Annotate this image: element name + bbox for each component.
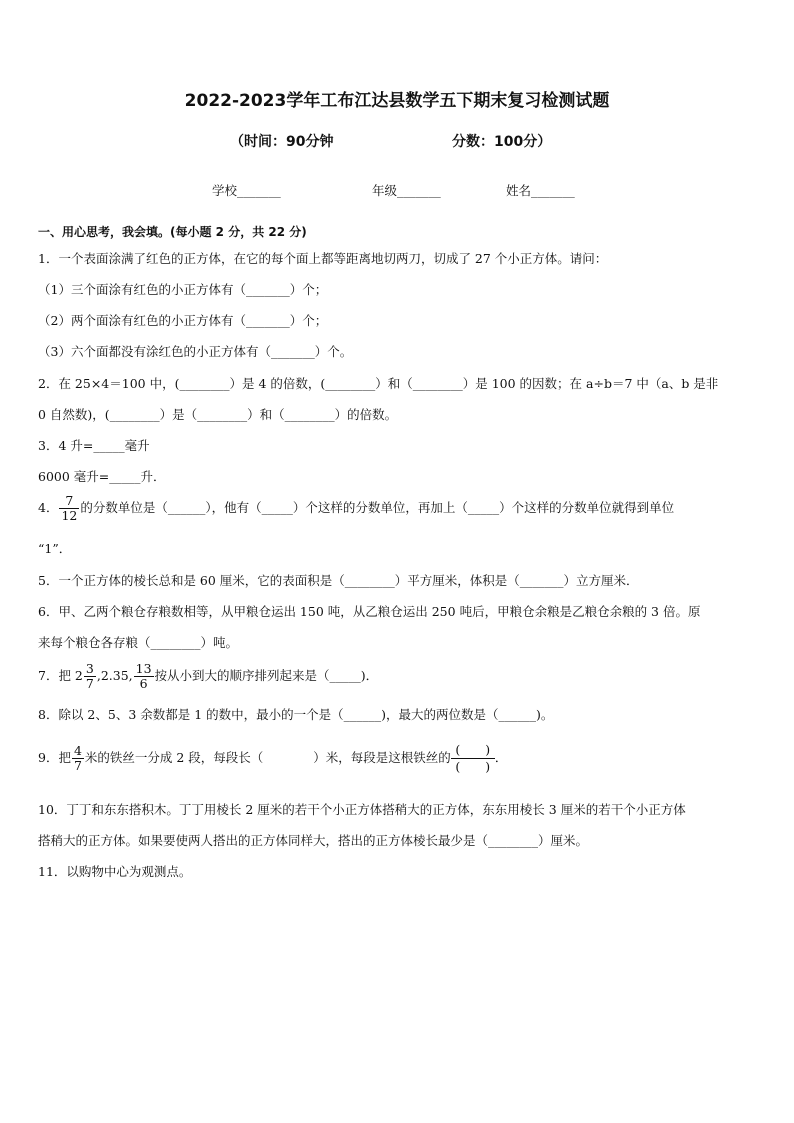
q5: 5．一个正方体的棱长总和是 60 厘米，它的表面积是（________）平方厘米，体积是（_______）立方厘米．	[38, 573, 639, 588]
q4-fraction-num: 7	[59, 494, 79, 509]
q7-fraction-num: 13	[135, 661, 152, 676]
q7-mixed-den: 7	[85, 676, 94, 691]
q1-part3: （3）六个面都没有涂红色的小正方体有（_______）个。	[38, 344, 353, 359]
q9-suffix: ．	[494, 750, 508, 765]
q4-text: 的分数单位是（______），他有（_____）个这样的分数单位，再加上（_____）个这样的分数单位就得到单位	[80, 500, 675, 515]
q7-fraction-den: 6	[139, 676, 148, 691]
q7-mid: ,2.35,	[96, 668, 133, 683]
school-field[interactable]: 学校_______	[212, 183, 281, 198]
q7-mixed-num: 3	[85, 661, 94, 676]
page-title: 2022-2023学年工布江达县数学五下期末复习检测试题	[184, 91, 610, 111]
q3-line2: 6000 毫升=_____升．	[38, 469, 166, 484]
q9-prefix: 9．把	[38, 750, 71, 765]
q9-fraction-den: 7	[73, 758, 82, 773]
q10-line2: 搭稍大的正方体。如果要使两人搭出的正方体同样大，搭出的正方体棱长最少是（________）厘米。	[38, 833, 589, 848]
q9-fraction	[72, 744, 84, 773]
q4-line1	[38, 494, 674, 523]
q6-line2: 来每个粮仓各存粮（________）吨。	[38, 635, 239, 650]
q9-answer-num[interactable]: ( )	[451, 742, 495, 759]
exam-score: 分数：100分）	[452, 134, 552, 150]
q1-part1: （1）三个面涂有红色的小正方体有（_______）个；	[38, 282, 328, 297]
q2-line2: 0 自然数)，(________）是（________）和（________）的倍数。	[38, 407, 398, 422]
q9-fraction-num: 4	[73, 743, 82, 758]
q7-mixed-fraction	[84, 662, 96, 691]
name-field[interactable]: 姓名_______	[506, 183, 575, 198]
q7-suffix: 按从小到大的顺序排列起来是（_____)．	[154, 668, 379, 683]
q2-line1: 2．在 25×4＝100 中，(________）是 4 的倍数，(________）和（________）是 100 的因数；在 a÷b＝7 中（a、b 是非	[38, 376, 719, 391]
q10-line1: 10．丁丁和东东搭积木。丁丁用棱长 2 厘米的若干个小正方体搭稍大的正方体，东东用棱长 3 厘米的若干个小正方体	[38, 802, 686, 817]
q7-prefix: 7．把 2	[38, 668, 83, 683]
q4-fraction	[59, 494, 79, 523]
grade-field[interactable]: 年级_______	[372, 183, 441, 198]
q4-prefix: 4．	[38, 500, 59, 515]
q11: 11．以购物中心为观测点。	[38, 864, 192, 879]
q1-stem: 1．一个表面涂满了红色的正方体，在它的每个面上都等距离地切两刀，切成了 27 个小正方体。请问：	[38, 251, 608, 266]
q4-fraction-den: 12	[61, 508, 78, 523]
q9	[38, 742, 507, 775]
q9-answer-den[interactable]: ( )	[455, 759, 491, 774]
exam-time: （时间：90分钟	[230, 134, 334, 150]
q8: 8．除以 2、5、3 余数都是 1 的数中，最小的一个是（______)，最大的两位数是（______)。	[38, 707, 554, 722]
q7-fraction	[134, 662, 154, 691]
q9-answer-fraction[interactable]	[451, 742, 495, 775]
q6-line1: 6．甲、乙两个粮仓存粮数相等，从甲粮仓运出 150 吨，从乙粮仓运出 250 吨后，甲粮仓余粮是乙粮仓余粮的 3 倍。原	[38, 604, 701, 619]
q4-line2: “1”．	[38, 541, 72, 556]
q3-line1: 3．4 升=_____毫升	[38, 438, 150, 453]
q7	[38, 662, 378, 691]
section-heading: 一、用心思考，我会填。(每小题 2 分，共 22 分)	[38, 225, 307, 239]
q9-text: 米的铁丝一分成 2 段，每段长（ ）米，每段是这根铁丝的	[84, 750, 451, 765]
q1-part2: （2）两个面涂有红色的小正方体有（_______）个；	[38, 313, 328, 328]
